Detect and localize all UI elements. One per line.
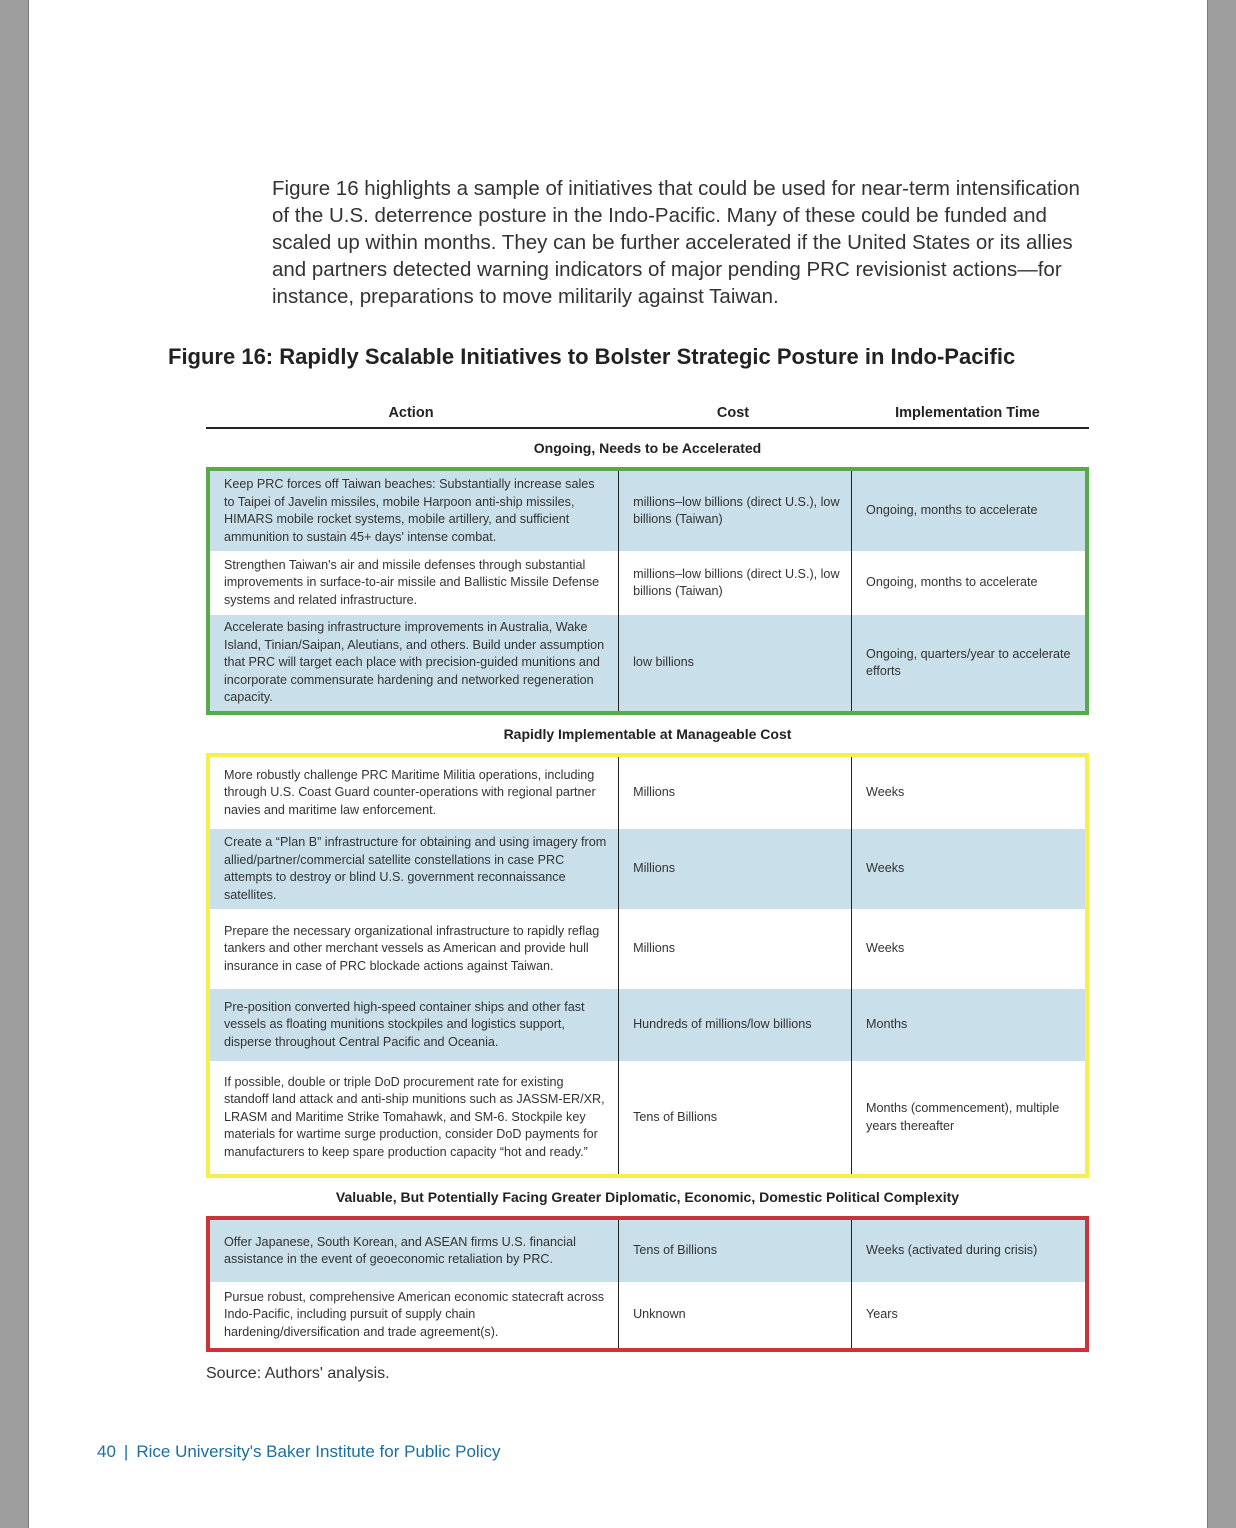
table-row [210, 829, 1085, 909]
cost-cell: Unknown [618, 1282, 851, 1348]
action-cell: Pre-position converted high-speed container ships and other fast vessels as floating munitions stockpiles and logistics support, disperse throughout Central Pacific and Oceania. [224, 999, 585, 1049]
table-row [210, 471, 1085, 551]
figure-title: Figure 16: Rapidly Scalable Initiatives to Bolster Strategic Posture in Indo-Pacific [168, 344, 1016, 369]
time-cell: Weeks [851, 757, 1085, 829]
time-cell: Ongoing, months to accelerate [851, 551, 1085, 615]
table-row [210, 757, 1085, 829]
header-time: Implementation Time [895, 404, 1040, 421]
action-cell: Keep PRC forces off Taiwan beaches: Substantially increase sales to Taipei of Javelin missiles, mobile Harpoon anti-ship missiles, HIMARS mobile rocket systems, mobile artillery, and sufficient ammunition to sustain 45+ days' intense combat. [224, 477, 595, 544]
cost-cell: Millions [618, 829, 851, 909]
table-row [210, 1220, 1085, 1282]
page-footer [97, 1442, 501, 1462]
section-rapid [206, 753, 1089, 1178]
section-title-rapid: Rapidly Implementable at Manageable Cost [503, 726, 792, 742]
cost-cell: Millions [618, 909, 851, 989]
time-cell: Years [851, 1282, 1085, 1348]
initiatives-table [206, 398, 1089, 1352]
table-row [210, 615, 1085, 711]
section-title-ongoing: Ongoing, Needs to be Accelerated [533, 440, 762, 456]
action-cell: Accelerate basing infrastructure improvements in Australia, Wake Island, Tinian/Saipan, Aleutians, and others. Build under assumption that PRC will target each place with precision-guided munitions and incorporate commensurate hardening and networked regeneration capacity. [224, 620, 605, 705]
action-cell: Offer Japanese, South Korean, and ASEAN firms U.S. financial assistance in the event of geoeconomic retaliation by PRC. [224, 1234, 576, 1266]
action-cell: Pursue robust, comprehensive American economic statecraft across Indo-Pacific, including pursuit of supply chain hardening/diversification and trade agreement(s). [224, 1289, 605, 1339]
intro-paragraph: Figure 16 highlights a sample of initiatives that could be used for near-term intensification of the U.S. deterrence posture in the Indo-Pacific. Many of these could be funded and scaled up within months. They can be further accelerated if the United States or its allies and partners detected warning indicators of major pending PRC revisionist actions—for instance, preparations to move militarily against Taiwan. [272, 177, 1080, 308]
time-cell: Months (commencement), multiple years thereafter [851, 1061, 1085, 1174]
action-cell: Create a “Plan B” infrastructure for obtaining and using imagery from allied/partner/commercial satellite constellations in case PRC attempts to destroy or blind U.S. government reconnaissance satellites. [224, 835, 607, 902]
table-row [210, 1282, 1085, 1348]
table-row [210, 989, 1085, 1061]
header-cost: Cost [716, 404, 750, 421]
action-cell: If possible, double or triple DoD procurement rate for existing standoff land attack and anti-ship munitions such as JASSM-ER/XR, LRASM and Maritime Strike Tomahawk, and SM-6. Stockpile key materials for wartime surge production, consider DoD payments for manufacturers to keep spare production capacity “hot and ready.” [224, 1074, 605, 1159]
action-cell: More robustly challenge PRC Maritime Militia operations, including through U.S. Coast Guard counter-operations with regional partner navies and maritime law enforcement. [224, 767, 596, 817]
cost-cell: Hundreds of millions/low billions [618, 989, 851, 1061]
publisher-name: Rice University's Baker Institute for Public Policy [136, 1442, 501, 1461]
action-cell: Prepare the necessary organizational infrastructure to rapidly reflag tankers and other merchant vessels as American and provide hull insurance in case of PRC blockade actions against Taiwan. [224, 923, 600, 973]
time-cell: Weeks [851, 909, 1085, 989]
cost-cell: Tens of Billions [618, 1220, 851, 1282]
footer-separator: | [123, 1442, 129, 1461]
cost-cell: Tens of Billions [618, 1061, 851, 1174]
page-number: 40 [97, 1442, 116, 1461]
time-cell: Weeks [851, 829, 1085, 909]
table-row [210, 1061, 1085, 1174]
section-complex [206, 1216, 1089, 1352]
cost-cell: Millions [618, 757, 851, 829]
source-note: Source: Authors' analysis. [206, 1365, 390, 1382]
time-cell: Months [851, 989, 1085, 1061]
table-row [210, 551, 1085, 615]
table-row [210, 909, 1085, 989]
header-action: Action [388, 404, 434, 421]
section-title-complex: Valuable, But Potentially Facing Greater Diplomatic, Economic, Domestic Political Complexity [335, 1189, 960, 1205]
time-cell: Ongoing, quarters/year to accelerate efforts [851, 615, 1085, 711]
action-cell: Strengthen Taiwan's air and missile defenses through substantial improvements in surface-to-air missile and Ballistic Missile Defense systems and related infrastructure. [224, 557, 600, 607]
cost-cell: millions–low billions (direct U.S.), low billions (Taiwan) [618, 551, 851, 615]
cost-cell: millions–low billions (direct U.S.), low billions (Taiwan) [618, 471, 851, 551]
cost-cell: low billions [618, 615, 851, 711]
time-cell: Weeks (activated during crisis) [851, 1220, 1085, 1282]
time-cell: Ongoing, months to accelerate [851, 471, 1085, 551]
table-header [206, 398, 1089, 429]
document-page [28, 0, 1208, 1528]
section-ongoing [206, 467, 1089, 715]
